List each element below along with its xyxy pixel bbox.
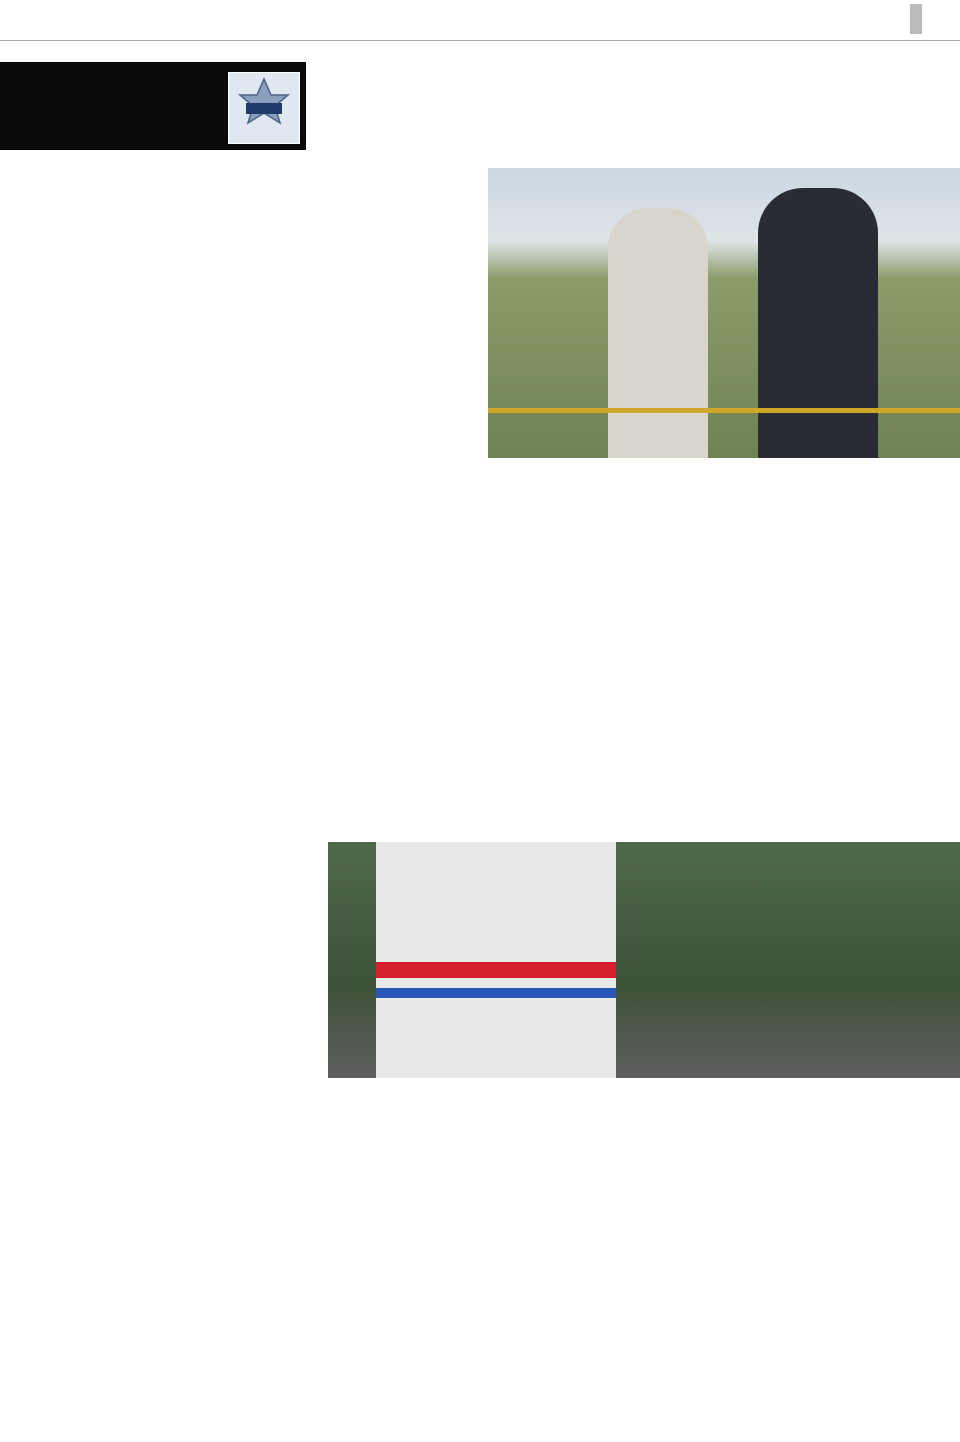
page-marker: [910, 4, 922, 34]
man-left-figure: [608, 208, 708, 458]
accident-photo: [328, 842, 960, 1078]
ambulance: [376, 842, 616, 1078]
police-badge-icon: [228, 72, 300, 144]
man-right-figure: [758, 188, 878, 458]
header-rule: [0, 40, 960, 41]
police-chronicle-banner: [0, 62, 306, 150]
ribbon-cutting-photo: [488, 168, 960, 458]
ribbon: [488, 408, 960, 413]
